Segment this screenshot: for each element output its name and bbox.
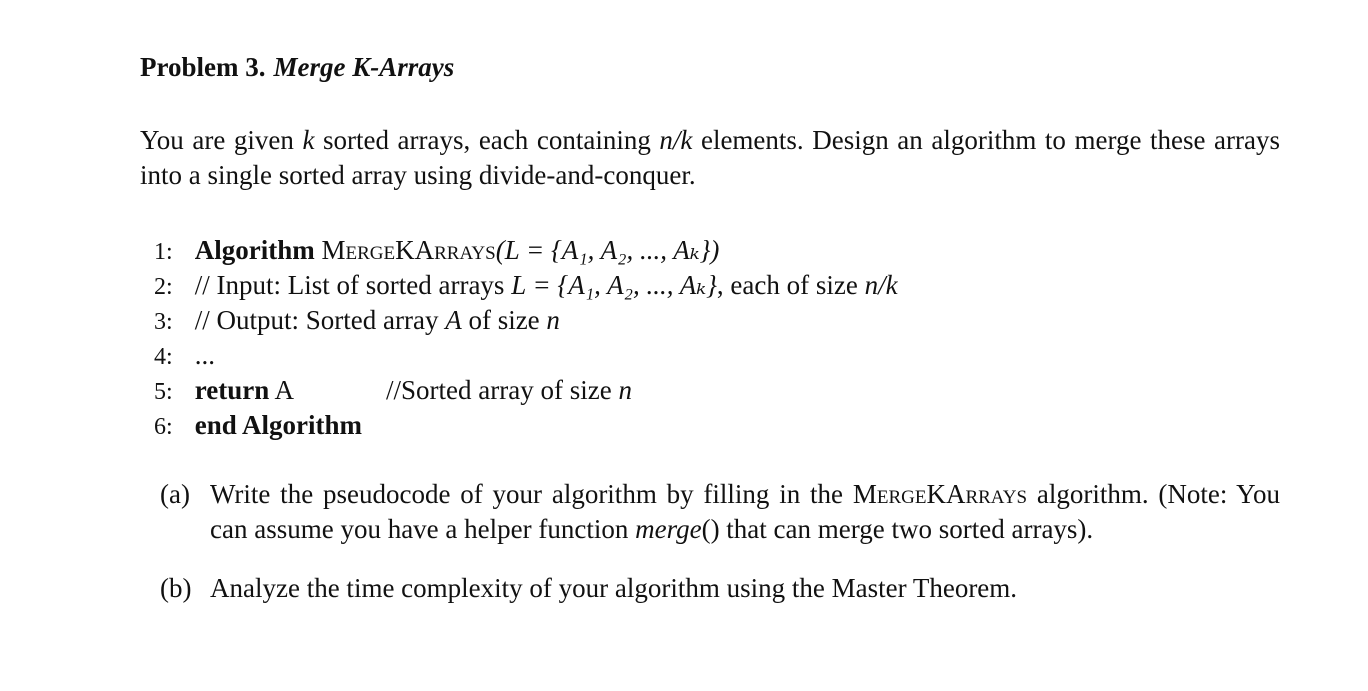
math-expr: n	[618, 375, 632, 405]
line-number: 4:	[154, 344, 173, 370]
question-text	[210, 477, 1280, 547]
problem-intro	[140, 123, 1280, 193]
question-list	[160, 477, 1280, 630]
problem-number: Problem 3.	[140, 52, 266, 82]
intro-text-1: You are given	[140, 125, 303, 155]
algorithm-args: (L = {A₁, A₂, ..., Aₖ})	[495, 235, 720, 265]
question-text: Analyze the time complexity of your algorithm using the Master Theorem.	[210, 573, 1018, 603]
line-number: 6:	[154, 414, 173, 440]
intro-var-n-over-k: n/k	[659, 125, 693, 155]
end-keyword: end Algorithm	[194, 410, 363, 440]
question-text-part: () that can merge two sorted arrays).	[701, 514, 1094, 544]
question-item	[160, 571, 1280, 606]
intro-var-k: k	[302, 125, 315, 155]
algorithm-block	[154, 233, 898, 443]
algorithm-name: MergeKArrays	[852, 479, 1028, 509]
line-number: 1:	[154, 239, 173, 265]
problem-name: Merge K-Arrays	[273, 52, 455, 82]
intro-text-2: sorted arrays, each containing	[314, 125, 660, 155]
question-label: (a)	[160, 479, 190, 509]
algorithm-line	[154, 408, 898, 443]
algorithm-name: MergeKArrays	[321, 235, 496, 265]
line-number: 5:	[154, 379, 173, 405]
ellipsis-text: ...	[194, 340, 215, 370]
algorithm-line	[154, 303, 898, 338]
comment-text: //Sorted array of size	[386, 375, 619, 405]
algorithm-line	[154, 373, 898, 408]
comment-text: // Output: Sorted array	[194, 305, 446, 335]
math-expr: n/k	[864, 270, 898, 300]
math-expr: L = {A₁, A₂, ..., Aₖ}	[511, 270, 717, 300]
algorithm-line	[154, 268, 898, 303]
math-expr: A	[445, 305, 462, 335]
question-text-part: algorithm. (Note: You can assume you have a helper function	[210, 479, 1280, 544]
intro-text-3: elements. Design an algorithm to merge these arrays into a single sorted array using divide-and-conquer.	[140, 125, 1280, 190]
line-number: 2:	[154, 274, 173, 300]
comment-text: , each of size	[716, 270, 865, 300]
question-text-part: Write the pseudocode of your algorithm by filling in the	[210, 479, 853, 509]
question-item	[160, 477, 1280, 547]
return-value: A	[269, 375, 295, 405]
comment-text: // Input: List of sorted arrays	[194, 270, 512, 300]
algorithm-line	[154, 338, 898, 373]
function-name: merge	[635, 514, 702, 544]
algorithm-line	[154, 233, 898, 268]
return-keyword: return	[194, 375, 270, 405]
comment-text: of size	[461, 305, 547, 335]
question-label: (b)	[160, 573, 192, 603]
math-expr: n	[546, 305, 560, 335]
algorithm-keyword: Algorithm	[194, 235, 315, 265]
problem-title	[140, 52, 454, 83]
line-number: 3:	[154, 309, 173, 335]
